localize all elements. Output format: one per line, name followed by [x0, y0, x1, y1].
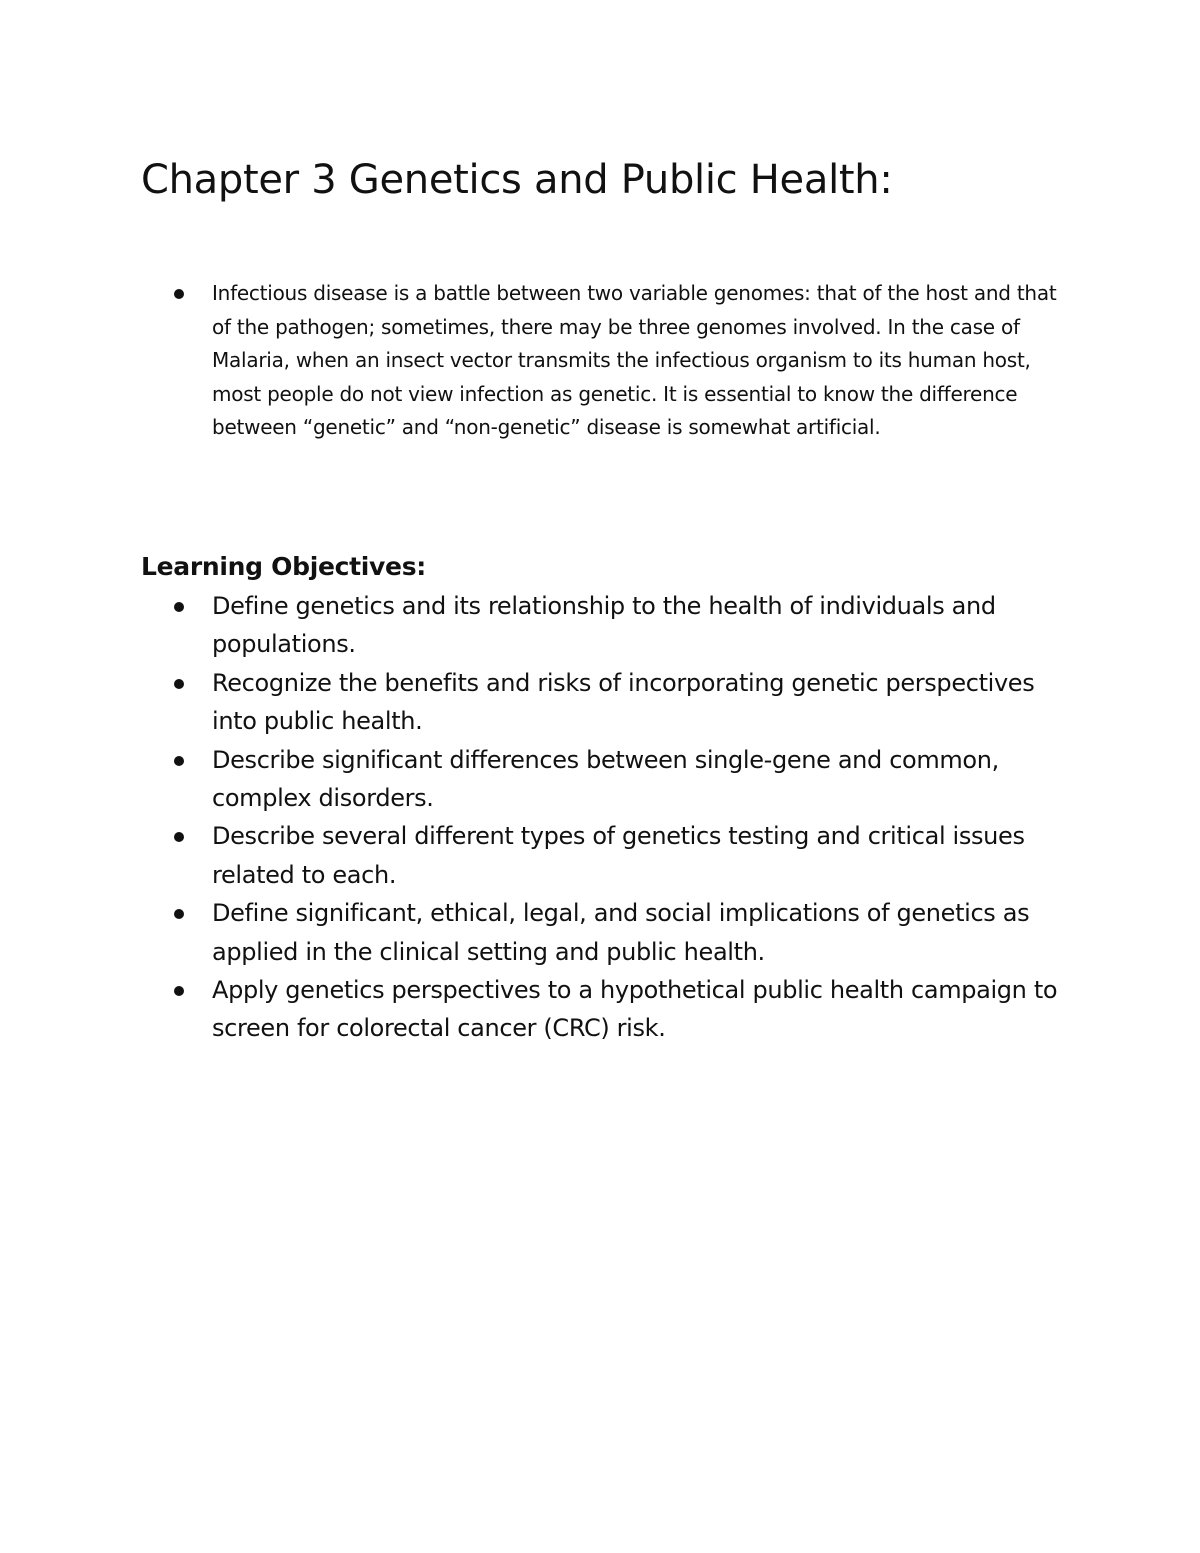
bullet-icon — [174, 602, 184, 612]
bullet-icon — [174, 756, 184, 766]
objective-text: Apply genetics perspectives to a hypothetical public health campaign to screen for colorectal cancer (CRC) risk. — [212, 976, 1058, 1043]
page-title: Chapter 3 Genetics and Public Health: — [141, 157, 893, 203]
objective-item — [141, 894, 1081, 971]
objective-text: Define significant, ethical, legal, and social implications of genetics as applied in the clinical setting and public health. — [212, 899, 1030, 966]
objective-text: Describe significant differences between single-gene and common, complex disorders. — [212, 745, 999, 813]
objective-item — [141, 971, 1081, 1048]
objective-item — [141, 664, 1081, 741]
objective-text: Recognize the benefits and risks of incorporating genetic perspectives into public health. — [212, 668, 1035, 736]
objective-item — [141, 817, 1081, 894]
objective-item — [141, 741, 1081, 818]
objective-text: Describe several different types of genetics testing and critical issues related to each. — [212, 822, 1025, 889]
learning-objectives-heading: Learning Objectives: — [141, 552, 426, 581]
intro-paragraph: Infectious disease is a battle between two variable genomes: that of the host and that of the pathogen; sometimes, there may be three genomes involved. In the case of Malaria, when an insect vector transmits the infectious organism to its human host, most people do not view infection as genetic. It is essential to know the difference between “genetic” and “non-genetic” disease is somewhat artificial. — [212, 281, 1057, 440]
bullet-icon — [174, 909, 184, 919]
bullet-icon — [174, 679, 184, 689]
objective-text: Define genetics and its relationship to the health of individuals and populations. — [212, 592, 996, 659]
bullet-icon — [174, 832, 184, 842]
intro-bullet-list — [141, 277, 1071, 445]
bullet-icon — [174, 289, 184, 299]
intro-list-item — [141, 277, 1071, 445]
learning-objectives-list — [141, 587, 1081, 1048]
bullet-icon — [174, 986, 184, 996]
objective-item — [141, 587, 1081, 664]
